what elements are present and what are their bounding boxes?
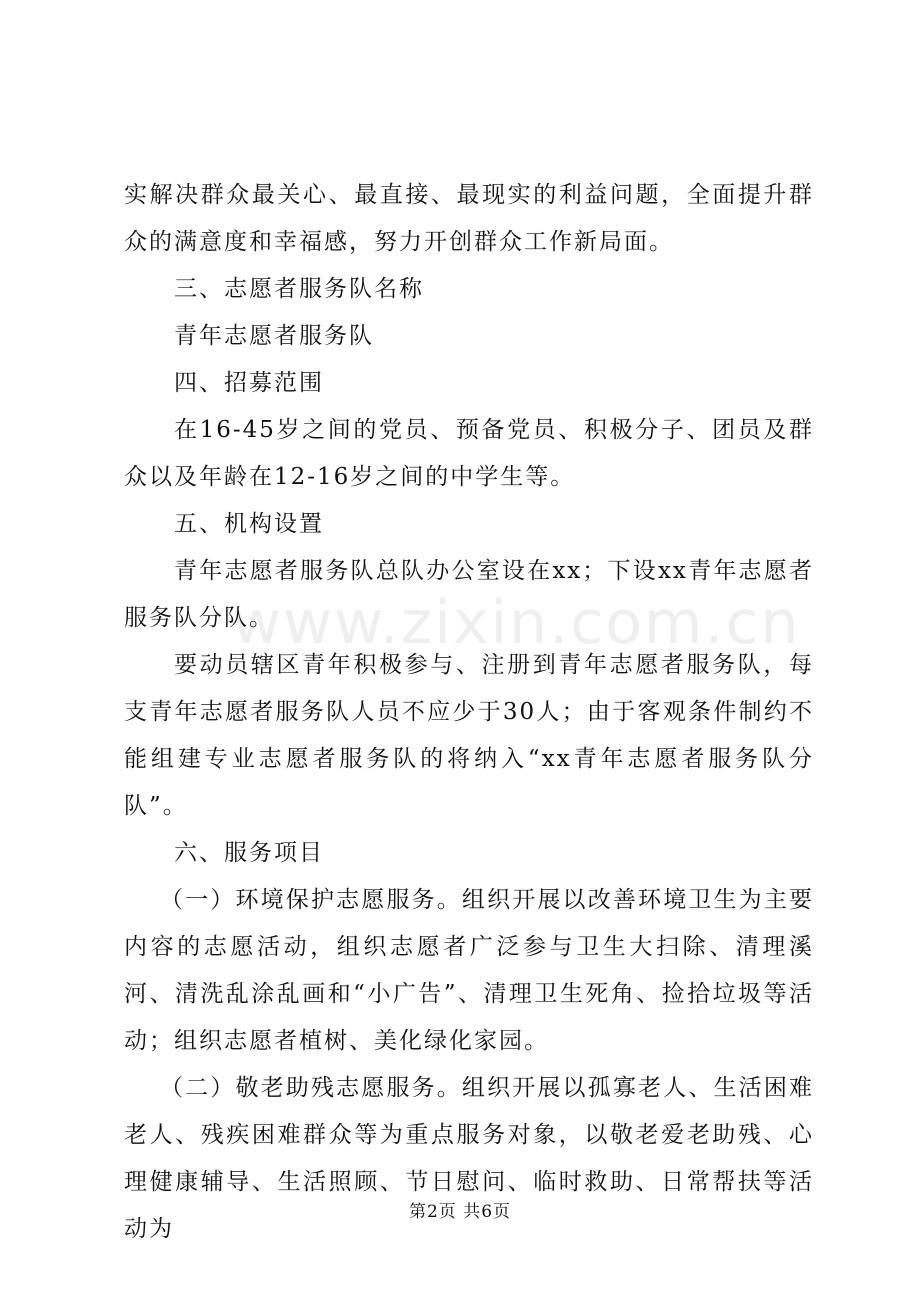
paragraph-service-elderly-disabled: （二）敬老助残志愿服务。组织开展以孤寡老人、生活困难老人、残疾困难群众等为重点服务对象，以敬老爱老助残、心理健康辅导、生活照顾、节日慰问、临时救助、日常帮扶等活动为 xyxy=(124,1075,814,1242)
paragraph-service-environment: （一）环境保护志愿服务。组织开展以改善环境卫生为主要内容的志愿活动，组织志愿者广泛参与卫生大扫除、清理溪河、清洗乱涂乱画和“小广告”、清理卫生死角、捡拾垃圾等活动；组织志愿者植树、美化绿化家园。 xyxy=(124,887,814,1054)
paragraph-organization-requirement: 要动员辖区青年积极参与、注册到青年志愿者服务队，每支青年志愿者服务队人员不应少于30人；由于客观条件制约不能组建专业志愿者服务队的将纳入“xx青年志愿者服务队分队”。 xyxy=(124,652,814,819)
document-body xyxy=(124,172,814,1253)
paragraph-organization-office: 青年志愿者服务队总队办公室设在xx；下设xx青年志愿者服务队分队。 xyxy=(124,558,814,631)
paragraph-team-name: 青年志愿者服务队 xyxy=(174,323,374,349)
paragraph-recruitment-scope: 在16-45岁之间的党员、预备党员、积极分子、团员及群众以及年龄在12-16岁之间的中学生等。 xyxy=(124,417,814,490)
section-heading-organization: 五、机构设置 xyxy=(174,511,324,537)
watermark: www.zixin.com.cn xyxy=(232,588,801,658)
section-heading-recruitment-scope: 四、招募范围 xyxy=(174,370,324,396)
page-number-footer: 第2页 共6页 xyxy=(408,1202,512,1222)
section-heading-service-items: 六、服务项目 xyxy=(174,840,324,866)
paragraph-continuation: 实解决群众最关心、最直接、最现实的利益问题，全面提升群众的满意度和幸福感，努力开创群众工作新局面。 xyxy=(124,182,814,255)
section-heading-team-name: 三、志愿者服务队名称 xyxy=(174,276,424,302)
